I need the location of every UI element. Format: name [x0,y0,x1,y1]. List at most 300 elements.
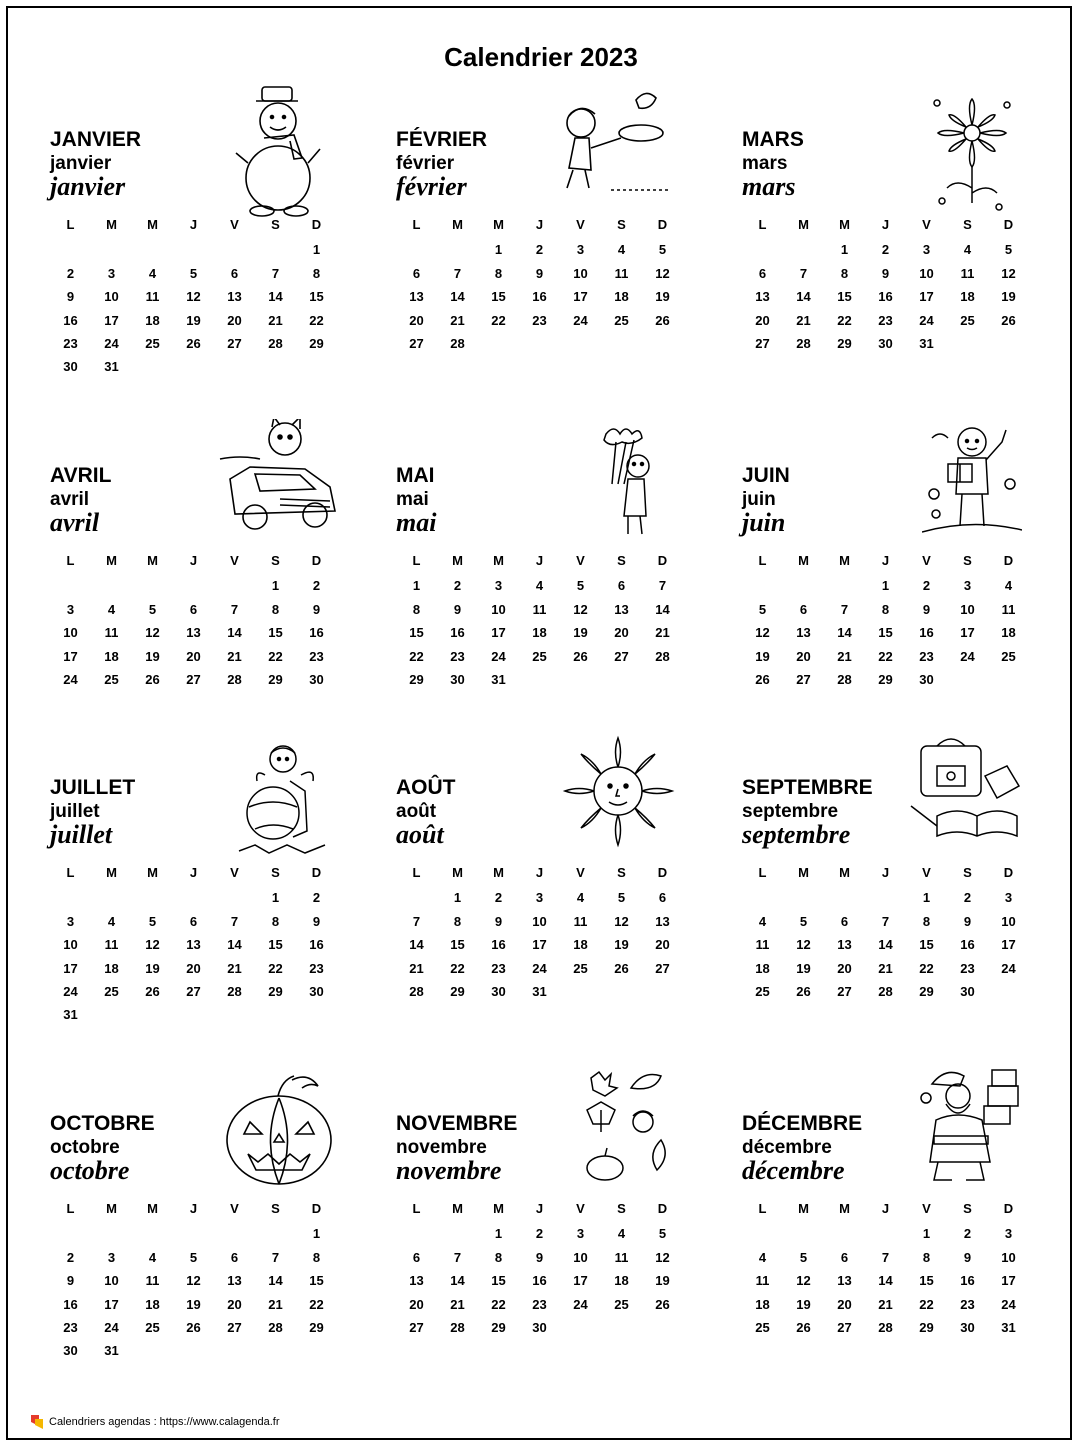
day-cell: 5 [148,913,157,929]
day-cell: 29 [919,1319,934,1335]
day-cell: 9 [963,1249,972,1265]
day-cell: 20 [227,312,242,328]
weekday-header: L [758,553,767,568]
day-cell: 30 [309,671,324,687]
empty-day-cell [742,238,783,261]
day-cell: 25 [1001,648,1016,664]
day-cell: 12 [796,937,811,953]
weekday-header: J [189,1201,198,1216]
day-cell: 28 [227,671,242,687]
empty-day-cell [214,574,255,597]
month-name-upper: MARS [742,128,804,151]
weekday-header: S [271,553,280,568]
day-cell: 15 [837,289,852,305]
weekday-header: V [576,865,585,880]
day-cell: 31 [532,983,547,999]
day-cell: 20 [655,937,670,953]
flower-icon [927,93,1017,218]
day-cell: 21 [450,312,465,328]
empty-day-cell [255,1222,296,1245]
day-cell: 18 [145,1296,160,1312]
weekday-header: L [66,217,75,232]
day-cell: 11 [104,625,119,641]
weekday-header: M [106,865,117,880]
child-with-bouquet-icon [586,424,666,539]
month-block-janvier [50,128,380,428]
day-cell: 28 [655,648,670,664]
day-cell: 7 [230,601,239,617]
day-cell: 6 [840,913,849,929]
day-cell: 20 [837,960,852,976]
day-cell: 6 [412,265,421,281]
day-cell: 16 [532,289,547,305]
day-cell: 9 [66,289,75,305]
day-cell: 1 [312,1226,321,1242]
weekday-header: M [147,865,158,880]
day-cell: 27 [409,335,424,351]
day-cell: 6 [189,601,198,617]
day-cell: 23 [532,1296,547,1312]
day-cell: 25 [532,648,547,664]
day-cell: 9 [312,601,321,617]
day-cell: 5 [758,601,767,617]
day-cell: 28 [796,335,811,351]
day-cell: 16 [309,937,324,953]
month-name-upper: JANVIER [50,128,142,151]
child-with-ball-icon [235,741,335,861]
weekday-header: M [798,553,809,568]
day-cell: 5 [1004,242,1013,258]
day-cell: 3 [107,1249,116,1265]
day-cell: 19 [186,1296,201,1312]
day-cell: 16 [63,312,78,328]
day-cell: 26 [655,312,670,328]
day-cell: 15 [919,1273,934,1289]
day-cell: 22 [309,1296,324,1312]
day-cell: 13 [186,625,201,641]
day-cell: 25 [145,335,160,351]
day-cell: 8 [312,1249,321,1265]
day-cell: 6 [840,1249,849,1265]
month-grid [50,215,337,379]
weekday-header: S [617,865,626,880]
day-cell: 7 [453,265,462,281]
day-cell: 8 [271,913,280,929]
day-cell: 15 [409,625,424,641]
weekday-header: V [230,553,239,568]
day-cell: 31 [491,671,506,687]
day-cell: 30 [491,983,506,999]
day-cell: 1 [312,242,321,258]
day-cell: 31 [63,1007,78,1023]
weekday-header: D [657,865,668,880]
day-cell: 17 [491,625,506,641]
day-cell: 25 [614,1296,629,1312]
day-cell: 1 [412,578,421,594]
empty-day-cell [173,238,214,261]
day-cell: 22 [309,312,324,328]
day-cell: 10 [1001,913,1016,929]
day-cell: 10 [532,913,547,929]
day-cell: 4 [617,242,626,258]
month-name-script: novembre [396,1156,502,1185]
weekday-header: J [535,865,544,880]
day-cell: 30 [63,359,78,375]
snowman-icon [232,83,332,218]
pumpkin-icon [222,1072,337,1187]
empty-day-cell [50,574,91,597]
day-cell: 4 [148,265,157,281]
empty-day-cell [132,238,173,261]
day-cell: 10 [63,625,78,641]
month-block-juillet [50,776,380,1076]
day-cell: 25 [573,960,588,976]
weekday-header: L [758,865,767,880]
day-cell: 7 [881,1249,890,1265]
day-cell: 8 [922,913,931,929]
day-cell: 26 [655,1296,670,1312]
day-cell: 17 [573,289,588,305]
day-cell: 10 [960,601,975,617]
weekday-header: V [576,1201,585,1216]
day-cell: 29 [450,983,465,999]
day-cell: 8 [453,913,462,929]
day-cell: 29 [268,671,283,687]
day-cell: 15 [450,937,465,953]
day-cell: 4 [107,913,116,929]
day-cell: 19 [573,625,588,641]
day-cell: 30 [960,983,975,999]
day-cell: 19 [614,937,629,953]
day-cell: 21 [227,648,242,664]
day-cell: 20 [837,1296,852,1312]
day-cell: 21 [268,312,283,328]
day-cell: 11 [145,1273,160,1289]
weekday-header: D [1003,553,1014,568]
day-cell: 22 [450,960,465,976]
day-cell: 21 [796,312,811,328]
day-cell: 12 [655,1249,670,1265]
weekday-header: D [657,1201,668,1216]
day-cell: 1 [840,242,849,258]
month-grid [396,863,683,1003]
day-cell: 22 [268,648,283,664]
day-cell: 10 [573,1249,588,1265]
weekday-header: J [881,865,890,880]
day-cell: 4 [576,890,585,906]
day-cell: 27 [186,671,201,687]
day-cell: 14 [409,937,424,953]
month-name-upper: SEPTEMBRE [742,776,873,799]
month-block-mars [742,128,1072,428]
day-cell: 12 [1001,265,1016,281]
day-cell: 30 [878,335,893,351]
weekday-header: L [66,553,75,568]
day-cell: 16 [878,289,893,305]
day-cell: 18 [614,289,629,305]
month-name-lower: février [396,153,455,174]
day-cell: 21 [450,1296,465,1312]
day-cell: 2 [535,242,544,258]
day-cell: 8 [412,601,421,617]
day-cell: 24 [491,648,506,664]
day-cell: 9 [922,601,931,617]
weekday-header: L [758,1201,767,1216]
day-cell: 11 [614,1249,629,1265]
month-name-upper: AVRIL [50,464,112,487]
day-cell: 4 [148,1249,157,1265]
day-cell: 24 [573,312,588,328]
day-cell: 11 [532,601,547,617]
month-grid [396,215,683,355]
empty-day-cell [214,1222,255,1245]
empty-day-cell [783,238,824,261]
day-cell: 15 [268,937,283,953]
day-cell: 28 [409,983,424,999]
day-cell: 23 [919,648,934,664]
day-cell: 18 [1001,625,1016,641]
day-cell: 24 [532,960,547,976]
weekday-header: S [271,217,280,232]
day-cell: 10 [919,265,934,281]
day-cell: 24 [573,1296,588,1312]
day-cell: 2 [312,890,321,906]
weekday-header: M [147,553,158,568]
day-cell: 4 [1004,578,1013,594]
day-cell: 12 [186,1273,201,1289]
month-block-septembre [742,776,1072,1076]
day-cell: 28 [268,335,283,351]
day-cell: 1 [494,242,503,258]
day-cell: 8 [312,265,321,281]
day-cell: 21 [268,1296,283,1312]
weekday-header: S [617,553,626,568]
month-name-lower: janvier [50,153,112,174]
day-cell: 12 [614,913,629,929]
day-cell: 13 [837,1273,852,1289]
day-cell: 17 [1001,937,1016,953]
day-cell: 29 [919,983,934,999]
weekday-header: M [493,553,504,568]
day-cell: 16 [63,1296,78,1312]
weekday-header: D [1003,1201,1014,1216]
day-cell: 2 [494,890,503,906]
empty-day-cell [824,1222,865,1245]
day-cell: 14 [227,937,242,953]
day-cell: 24 [104,1319,119,1335]
day-cell: 14 [227,625,242,641]
empty-day-cell [396,886,437,909]
day-cell: 4 [963,242,972,258]
weekday-header: M [839,865,850,880]
month-name-upper: AOÛT [396,776,456,799]
day-cell: 16 [532,1273,547,1289]
day-cell: 27 [186,983,201,999]
day-cell: 17 [104,312,119,328]
day-cell: 22 [878,648,893,664]
day-cell: 13 [186,937,201,953]
weekday-header: S [963,1201,972,1216]
day-cell: 23 [309,648,324,664]
weekday-header: D [1003,217,1014,232]
day-cell: 13 [796,625,811,641]
empty-day-cell [396,1222,437,1245]
day-cell: 23 [878,312,893,328]
month-block-juin [742,464,1072,764]
month-name-script: mai [396,508,437,537]
weekday-header: D [311,1201,322,1216]
day-cell: 4 [758,913,767,929]
empty-day-cell [50,1222,91,1245]
boy-with-gift-icon [922,424,1022,539]
day-cell: 3 [66,601,75,617]
day-cell: 2 [963,1226,972,1242]
weekday-header: M [452,553,463,568]
day-cell: 13 [409,1273,424,1289]
day-cell: 17 [960,625,975,641]
day-cell: 30 [960,1319,975,1335]
day-cell: 28 [878,1319,893,1335]
day-cell: 2 [453,578,462,594]
day-cell: 23 [63,335,78,351]
weekday-header: M [798,865,809,880]
day-cell: 7 [412,913,421,929]
day-cell: 25 [145,1319,160,1335]
empty-day-cell [91,574,132,597]
day-cell: 19 [1001,289,1016,305]
weekday-header: S [963,865,972,880]
month-name-script: février [396,172,467,201]
day-cell: 12 [573,601,588,617]
weekday-header: M [106,553,117,568]
day-cell: 22 [919,960,934,976]
month-name-script: décembre [742,1156,845,1185]
month-block-octobre [50,1112,380,1412]
day-cell: 14 [268,289,283,305]
month-grid [742,551,1029,691]
day-cell: 1 [271,890,280,906]
weekday-header: V [922,217,931,232]
day-cell: 26 [796,983,811,999]
day-cell: 21 [227,960,242,976]
weekday-header: M [452,865,463,880]
month-name-script: octobre [50,1156,130,1185]
day-cell: 4 [107,601,116,617]
day-cell: 19 [655,289,670,305]
day-cell: 14 [878,937,893,953]
day-cell: 14 [837,625,852,641]
month-name-lower: avril [50,489,90,510]
weekday-header: L [412,553,421,568]
footer [30,1414,280,1430]
day-cell: 11 [755,937,770,953]
day-cell: 1 [922,890,931,906]
empty-day-cell [173,886,214,909]
day-cell: 27 [227,335,242,351]
month-name-lower: décembre [742,1137,832,1158]
month-grid [396,1199,683,1339]
weekday-header: V [922,553,931,568]
cat-in-car-icon [210,419,340,539]
day-cell: 5 [658,1226,667,1242]
day-cell: 18 [532,625,547,641]
weekday-header: M [452,217,463,232]
day-cell: 19 [796,1296,811,1312]
day-cell: 29 [309,1319,324,1335]
day-cell: 5 [617,890,626,906]
day-cell: 4 [535,578,544,594]
day-cell: 15 [309,1273,324,1289]
weekday-header: M [106,1201,117,1216]
month-name-upper: OCTOBRE [50,1112,155,1135]
weekday-header: J [189,553,198,568]
empty-day-cell [783,1222,824,1245]
day-cell: 6 [758,265,767,281]
day-cell: 28 [268,1319,283,1335]
weekday-header: M [452,1201,463,1216]
day-cell: 27 [614,648,629,664]
empty-day-cell [50,238,91,261]
day-cell: 26 [186,1319,201,1335]
empty-day-cell [91,238,132,261]
day-cell: 10 [573,265,588,281]
day-cell: 17 [63,960,78,976]
weekday-header: V [230,865,239,880]
day-cell: 23 [309,960,324,976]
weekday-header: S [963,217,972,232]
day-cell: 19 [186,312,201,328]
empty-day-cell [132,886,173,909]
weekday-header: D [657,217,668,232]
day-cell: 22 [491,1296,506,1312]
day-cell: 31 [104,359,119,375]
day-cell: 26 [145,671,160,687]
day-cell: 5 [189,265,198,281]
day-cell: 24 [1001,960,1016,976]
weekday-header: M [147,1201,158,1216]
weekday-header: M [147,217,158,232]
day-cell: 26 [755,671,770,687]
day-cell: 19 [145,960,160,976]
weekday-header: M [798,1201,809,1216]
day-cell: 13 [227,1273,242,1289]
day-cell: 5 [799,913,808,929]
empty-day-cell [91,1222,132,1245]
day-cell: 7 [840,601,849,617]
empty-day-cell [214,886,255,909]
month-name-script: juillet [50,820,113,849]
day-cell: 18 [755,960,770,976]
weekday-header: D [311,553,322,568]
day-cell: 27 [837,1319,852,1335]
crepe-pan-child-icon [551,88,681,203]
day-cell: 22 [837,312,852,328]
month-name-script: août [396,820,444,849]
day-cell: 7 [881,913,890,929]
day-cell: 1 [271,578,280,594]
day-cell: 4 [617,1226,626,1242]
day-cell: 13 [227,289,242,305]
day-cell: 4 [758,1249,767,1265]
day-cell: 25 [104,671,119,687]
weekday-header: S [271,1201,280,1216]
month-block-fevrier [396,128,726,428]
month-name-script: avril [50,508,100,537]
day-cell: 5 [576,578,585,594]
empty-day-cell [742,1222,783,1245]
day-cell: 24 [960,648,975,664]
day-cell: 3 [535,890,544,906]
